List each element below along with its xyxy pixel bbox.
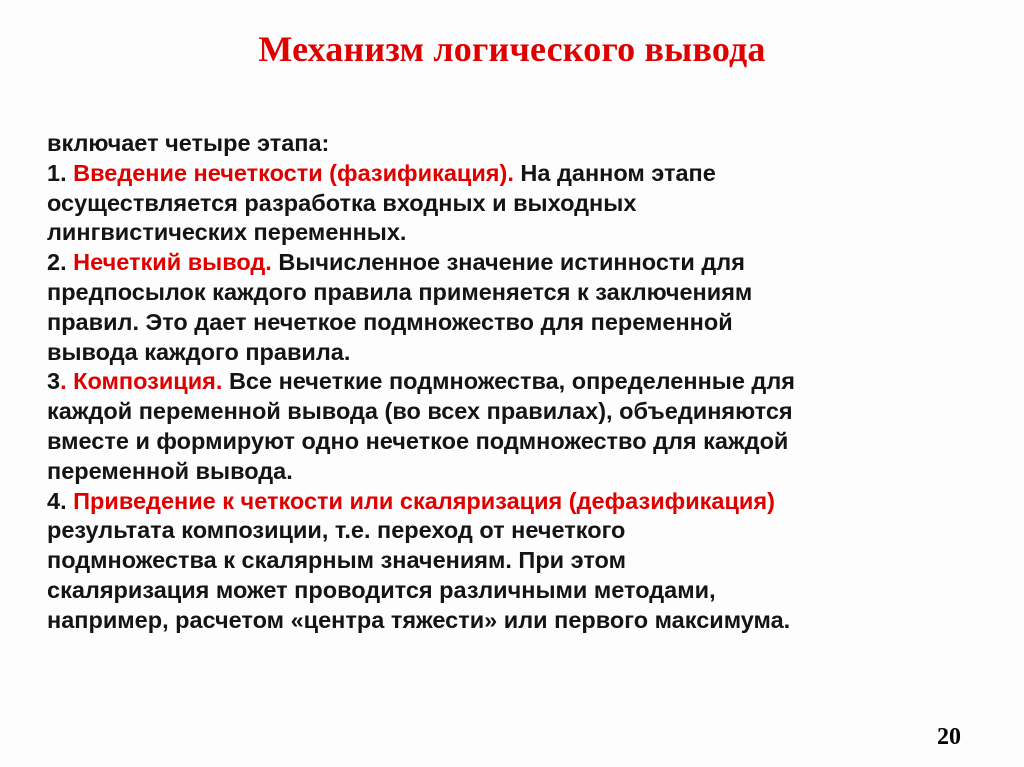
- text-segment: лингвистических переменных.: [47, 219, 407, 246]
- text-segment: На данном этапе: [513, 159, 716, 186]
- text-line: [47, 397, 967, 427]
- text-segment: скаляризация может проводится различными методами,: [47, 576, 716, 603]
- text-segment: результата композиции, т.е. переход от нечеткого: [47, 517, 626, 544]
- text-line: [47, 487, 967, 517]
- slide-title: Механизм логического вывода: [258, 29, 766, 69]
- text-segment: подмножества к скалярным значениям. При этом: [47, 547, 626, 574]
- text-segment: вместе и формируют одно нечеткое подмножество для каждой: [47, 427, 789, 454]
- text-line: [47, 338, 967, 368]
- text-segment: включает четыре этапа:: [47, 130, 330, 156]
- text-segment: каждой переменной вывода (во всех правилах), объединяются: [47, 398, 793, 425]
- text-line: [47, 427, 967, 457]
- text-segment: правил. Это дает нечеткое подмножество для переменной: [47, 308, 733, 335]
- highlighted-term: Нечеткий вывод.: [73, 249, 272, 276]
- text-segment: 2.: [47, 249, 74, 276]
- text-segment: Все нечеткие подмножества, определенные для: [222, 368, 795, 395]
- highlighted-term: Приведение к четкости или скаляризация (дефазификация): [73, 487, 775, 514]
- text-segment: Вычисленное значение истинности для: [271, 249, 745, 276]
- text-segment: 1.: [47, 159, 74, 186]
- text-segment: предпосылок каждого правила применяется к заключениям: [47, 278, 753, 305]
- text-line: [47, 457, 967, 487]
- text-segment: переменной вывода.: [47, 457, 293, 484]
- text-segment: 4.: [47, 487, 74, 514]
- text-line: [47, 546, 967, 576]
- highlighted-term: Введение нечеткости (фазификация).: [73, 159, 514, 186]
- page-number: 20: [937, 724, 961, 750]
- text-line: [47, 248, 967, 278]
- text-line: [47, 576, 967, 606]
- text-segment: осуществляется разработка входных и выходных: [47, 189, 637, 216]
- text-segment: вывода каждого правила.: [47, 338, 351, 365]
- text-line: [47, 159, 967, 189]
- text-segment: например, расчетом «центра тяжести» или первого максимума.: [47, 606, 791, 633]
- text-line: [47, 367, 967, 397]
- text-line: [47, 516, 967, 546]
- text-line: [47, 308, 967, 338]
- highlighted-term: . Композиция.: [60, 368, 223, 395]
- text-line: [47, 129, 967, 159]
- slide-body-text: [47, 129, 967, 636]
- text-line: [47, 278, 967, 308]
- text-line: [47, 218, 967, 248]
- text-segment: 3: [47, 368, 61, 395]
- text-line: [47, 189, 967, 219]
- text-line: [47, 606, 967, 636]
